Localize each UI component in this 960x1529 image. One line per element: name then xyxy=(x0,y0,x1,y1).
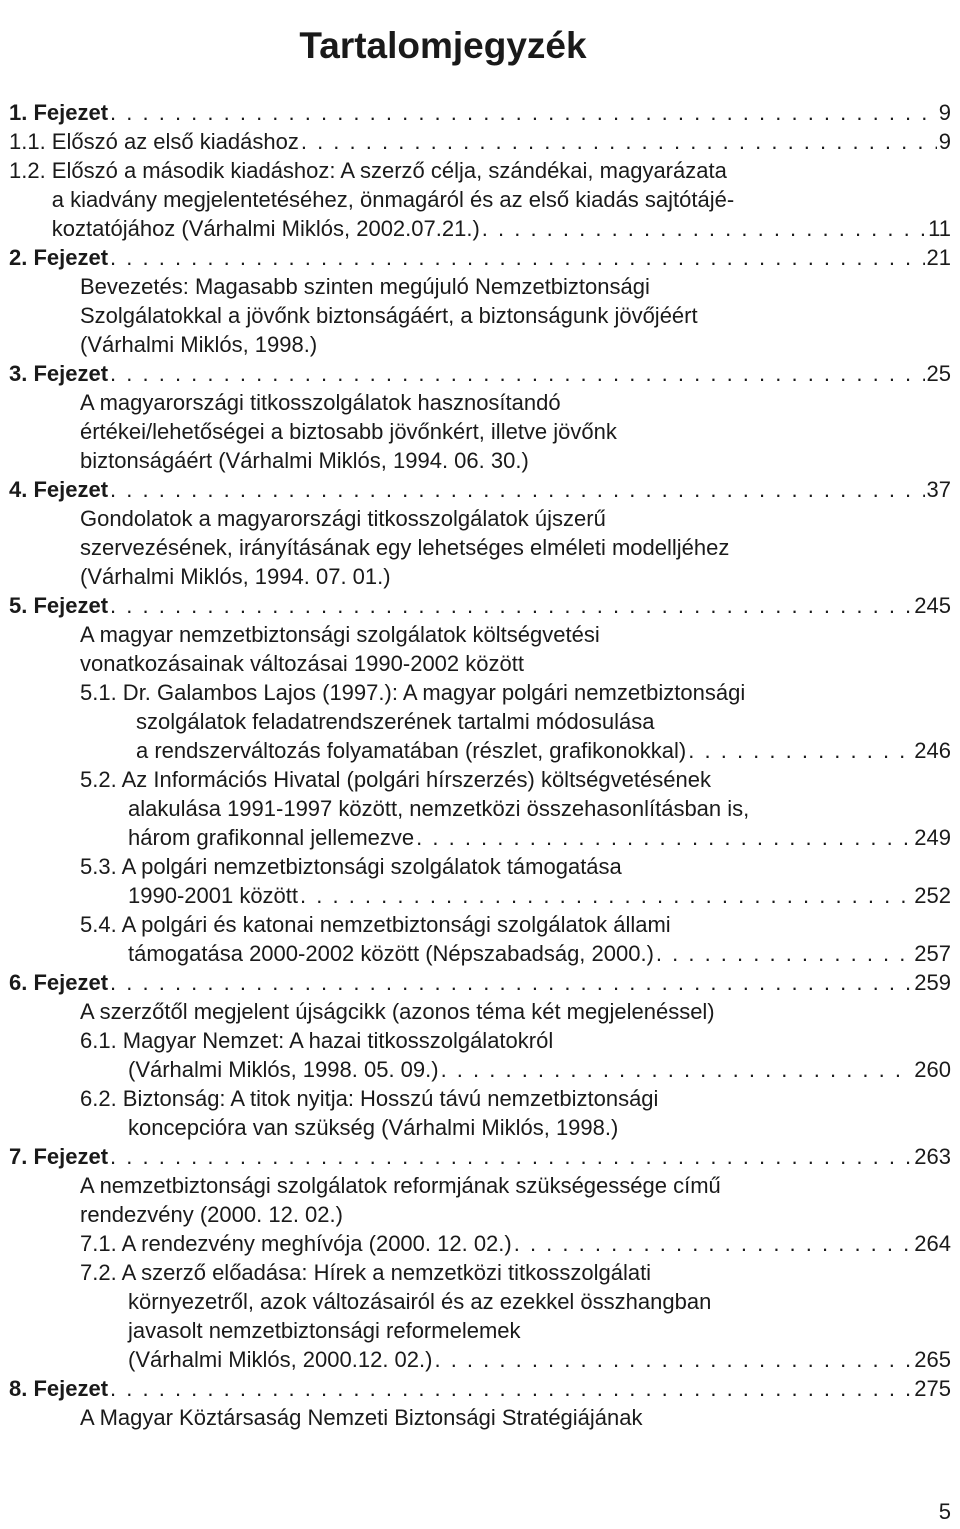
toc-entry xyxy=(0,1171,960,1200)
toc-entry xyxy=(0,1026,960,1055)
entry-text: a kiadvány megjelentetéséhez, önmagáról és az első kiadás sajtótájé- xyxy=(9,187,735,212)
chapter-entry xyxy=(0,968,960,997)
toc-entry xyxy=(0,127,960,156)
dot-leader xyxy=(434,1345,912,1374)
chapter-entry xyxy=(0,359,960,388)
entry-text: 1.2. Előszó a második kiadáshoz: A szerző célja, szándékai, magyarázata xyxy=(9,158,727,183)
toc-entry xyxy=(0,823,960,852)
entry-text: a rendszerváltozás folyamatában (részlet, grafikonokkal) xyxy=(136,738,687,763)
entry-page-number: 265 xyxy=(914,1347,951,1372)
toc-entry xyxy=(0,1258,960,1287)
toc-entry xyxy=(0,1055,960,1084)
entry-text: 5.1. Dr. Galambos Lajos (1997.): A magyar polgári nemzetbiztonsági xyxy=(80,680,746,705)
chapter-title: 8. Fejezet xyxy=(9,1376,109,1401)
toc-entry xyxy=(0,1345,960,1374)
entry-text: vonatkozásainak változásai 1990-2002 között xyxy=(80,651,524,676)
chapter-entry xyxy=(0,98,960,127)
entry-text: A szerzőtől megjelent újságcikk (azonos téma két megjelenéssel) xyxy=(80,999,715,1024)
entry-text: szervezésének, irányításának egy lehetséges elméleti modelljéhez xyxy=(80,535,730,560)
entry-page-number: 259 xyxy=(914,970,951,995)
chapter-title: 4. Fejezet xyxy=(9,477,109,502)
entry-page-number: 9 xyxy=(938,129,951,154)
toc-entry xyxy=(0,1287,960,1316)
entry-text: (Várhalmi Miklós, 1998. 05. 09.) xyxy=(128,1057,439,1082)
toc-entry xyxy=(0,156,960,185)
toc-entry xyxy=(0,272,960,301)
entry-page-number: 37 xyxy=(926,477,951,502)
entry-text: alakulása 1991-1997 között, nemzetközi összehasonlításban is, xyxy=(128,796,750,821)
toc-entry xyxy=(0,736,960,765)
chapter-title: 2. Fejezet xyxy=(9,245,109,270)
chapter-title: 1. Fejezet xyxy=(9,100,109,125)
entry-text: Gondolatok a magyarországi titkosszolgálatok újszerű xyxy=(80,506,606,531)
toc-entry xyxy=(0,417,960,446)
chapter-entry xyxy=(0,475,960,504)
entry-text: A Magyar Köztársaság Nemzeti Biztonsági Stratégiájának xyxy=(80,1405,643,1430)
chapter-entry xyxy=(0,1142,960,1171)
entry-text: (Várhalmi Miklós, 2000.12. 02.) xyxy=(128,1347,433,1372)
entry-text: környezetről, azok változásairól és az ezekkel összhangban xyxy=(128,1289,712,1314)
toc-entry xyxy=(0,881,960,910)
entry-text: 1.1. Előszó az első kiadáshoz xyxy=(9,129,299,154)
toc-entry xyxy=(0,1200,960,1229)
entry-text: rendezvény (2000. 12. 02.) xyxy=(80,1202,343,1227)
entry-text: biztonságáért (Várhalmi Miklós, 1994. 06. 30.) xyxy=(80,448,529,473)
entry-text: (Várhalmi Miklós, 1994. 07. 01.) xyxy=(80,564,391,589)
toc-entry xyxy=(0,504,960,533)
toc-entry xyxy=(0,1229,960,1258)
entry-text: 1990-2001 között xyxy=(128,883,299,908)
page-number: 5 xyxy=(938,1499,951,1524)
toc-entry xyxy=(0,765,960,794)
dot-leader xyxy=(688,736,912,765)
dot-leader xyxy=(110,1374,912,1403)
entry-text: 5.3. A polgári nemzetbiztonsági szolgálatok támogatása xyxy=(80,854,622,879)
dot-leader xyxy=(110,968,912,997)
dot-leader xyxy=(110,359,924,388)
dot-leader xyxy=(110,475,924,504)
entry-page-number: 246 xyxy=(914,738,951,763)
chapter-title: 6. Fejezet xyxy=(9,970,109,995)
dot-leader xyxy=(300,881,912,910)
table-of-contents xyxy=(0,98,960,1432)
entry-page-number: 252 xyxy=(914,883,951,908)
entry-page-number: 245 xyxy=(914,593,951,618)
dot-leader xyxy=(110,98,937,127)
toc-entry xyxy=(0,446,960,475)
chapter-entry xyxy=(0,591,960,620)
toc-entry xyxy=(0,1316,960,1345)
chapter-title: 5. Fejezet xyxy=(9,593,109,618)
entry-text: Szolgálatokkal a jövőnk biztonságáért, a biztonságunk jövőjéért xyxy=(80,303,698,328)
toc-entry xyxy=(0,620,960,649)
entry-page-number: 257 xyxy=(914,941,951,966)
toc-entry xyxy=(0,852,960,881)
dot-leader xyxy=(110,591,912,620)
entry-page-number: 21 xyxy=(926,245,951,270)
chapter-entry xyxy=(0,1374,960,1403)
toc-entry xyxy=(0,910,960,939)
entry-text: 7.1. A rendezvény meghívója (2000. 12. 02.) xyxy=(80,1231,512,1256)
entry-text: A magyarországi titkosszolgálatok hasznosítandó xyxy=(80,390,561,415)
toc-entry xyxy=(0,388,960,417)
toc-entry xyxy=(0,649,960,678)
dot-leader xyxy=(110,1142,912,1171)
entry-text: 7.2. A szerző előadása: Hírek a nemzetközi titkosszolgálati xyxy=(80,1260,652,1285)
entry-text: értékei/lehetőségei a biztosabb jövőnkért, illetve jövőnk xyxy=(80,419,617,444)
entry-text: Bevezetés: Magasabb szinten megújuló Nemzetbiztonsági xyxy=(80,274,650,299)
entry-text: koztatójához (Várhalmi Miklós, 2002.07.21.) xyxy=(9,216,480,241)
toc-entry xyxy=(0,678,960,707)
toc-entry xyxy=(0,939,960,968)
entry-text: 6.2. Biztonság: A titok nyitja: Hosszú távú nemzetbiztonsági xyxy=(80,1086,659,1111)
toc-entry xyxy=(0,1113,960,1142)
entry-page-number: 264 xyxy=(914,1231,951,1256)
entry-text: 6.1. Magyar Nemzet: A hazai titkosszolgálatokról xyxy=(80,1028,554,1053)
toc-entry xyxy=(0,533,960,562)
toc-entry xyxy=(0,707,960,736)
toc-entry xyxy=(0,997,960,1026)
entry-page-number: 263 xyxy=(914,1144,951,1169)
toc-entry xyxy=(0,185,960,214)
entry-page-number: 9 xyxy=(938,100,951,125)
toc-entry xyxy=(0,1403,960,1432)
dot-leader xyxy=(301,127,937,156)
chapter-entry xyxy=(0,243,960,272)
entry-text: három grafikonnal jellemezve xyxy=(128,825,415,850)
toc-entry xyxy=(0,301,960,330)
dot-leader xyxy=(110,243,924,272)
toc-entry xyxy=(0,214,960,243)
entry-text: A magyar nemzetbiztonsági szolgálatok költségvetési xyxy=(80,622,600,647)
entry-text: 5.2. Az Információs Hivatal (polgári hírszerzés) költségvetésének xyxy=(80,767,711,792)
toc-entry xyxy=(0,330,960,359)
entry-page-number: 11 xyxy=(928,216,951,241)
dot-leader xyxy=(441,1055,913,1084)
toc-entry xyxy=(0,1084,960,1113)
toc-entry xyxy=(0,794,960,823)
dot-leader xyxy=(656,939,912,968)
entry-text: szolgálatok feladatrendszerének tartalmi módosulása xyxy=(136,709,655,734)
entry-text: javasolt nemzetbiztonsági reformelemek xyxy=(128,1318,521,1343)
entry-text: (Várhalmi Miklós, 1998.) xyxy=(80,332,318,357)
chapter-title: 3. Fejezet xyxy=(9,361,109,386)
dot-leader xyxy=(482,214,926,243)
entry-text: 5.4. A polgári és katonai nemzetbiztonsági szolgálatok állami xyxy=(80,912,671,937)
entry-page-number: 275 xyxy=(914,1376,951,1401)
page-title: Tartalomjegyzék xyxy=(299,24,587,66)
entry-text: támogatása 2000-2002 között (Népszabadság, 2000.) xyxy=(128,941,654,966)
entry-text: A nemzetbiztonsági szolgálatok reformjának szükségessége című xyxy=(80,1173,721,1198)
entry-page-number: 260 xyxy=(914,1057,951,1082)
entry-page-number: 249 xyxy=(914,825,951,850)
dot-leader xyxy=(514,1229,913,1258)
entry-text: koncepcióra van szükség (Várhalmi Miklós, 1998.) xyxy=(128,1115,619,1140)
chapter-title: 7. Fejezet xyxy=(9,1144,109,1169)
toc-entry xyxy=(0,562,960,591)
entry-page-number: 25 xyxy=(926,361,951,386)
dot-leader xyxy=(416,823,912,852)
